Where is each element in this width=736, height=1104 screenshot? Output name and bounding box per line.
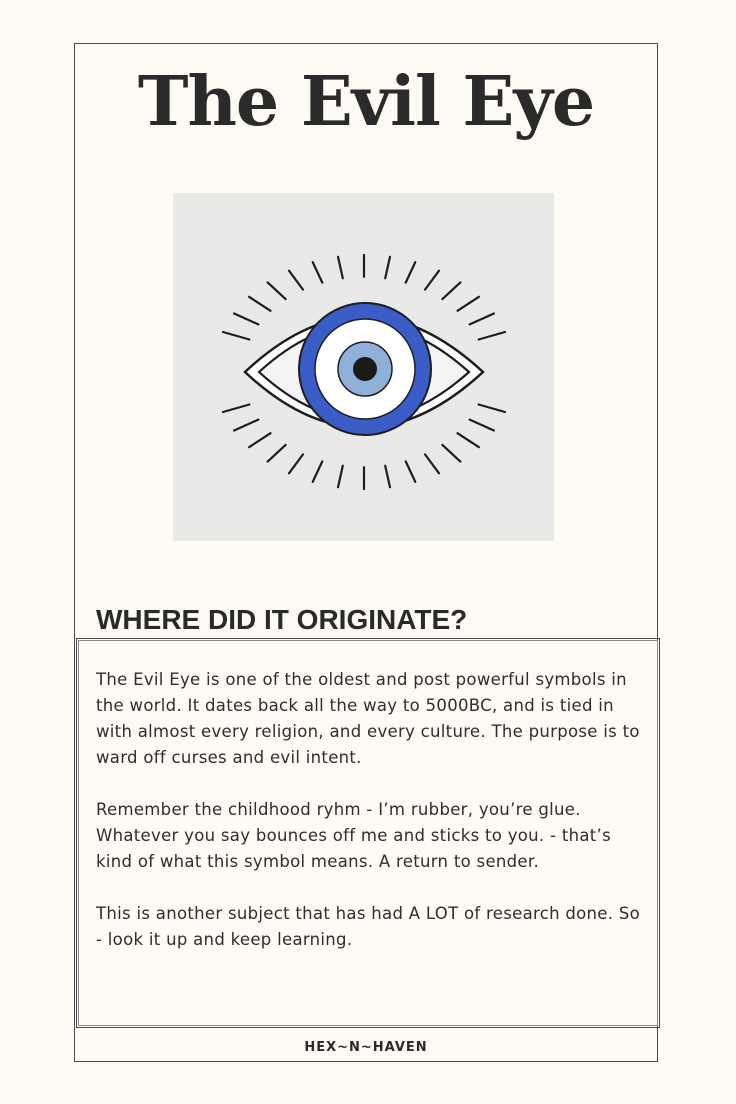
eyelash [479, 332, 505, 340]
eyelash [385, 257, 390, 279]
evil-eye-image [173, 193, 554, 541]
paragraph-origin: The Evil Eye is one of the oldest and post powerful symbols in the world. It dates back all the way to 5000BC, and is tied in with almost every religion, and every culture. The purpose is to ward off curses and evil intent. [96, 670, 640, 767]
eyelash [234, 314, 258, 325]
page-title: The Evil Eye [137, 62, 595, 142]
eyelash [442, 445, 460, 462]
eyelash [338, 466, 343, 488]
eyelash [313, 262, 323, 283]
eyelash [338, 257, 343, 279]
eyelash [268, 282, 286, 299]
eyelash [289, 271, 303, 290]
paragraph-research: This is another subject that has had A LOT of research done. So - look it up and keep learning. [96, 904, 641, 949]
eyelash [425, 454, 439, 473]
eyelash [425, 271, 439, 290]
evil-eye-icon [173, 193, 554, 541]
eyelash [289, 454, 303, 473]
paragraph-meaning: Remember the childhood ryhm - I’m rubber, you’re glue. Whatever you say bounces off me and sticks to you. - that’s kind of what this symbol means. A return to sender. [96, 800, 611, 871]
eyelash [458, 297, 479, 311]
eyelash [249, 297, 270, 311]
eyelash [442, 282, 460, 299]
eyelash [268, 445, 286, 462]
eyelash [223, 332, 249, 340]
eyelash [385, 466, 390, 488]
eyelash [470, 420, 494, 431]
eyelash [458, 433, 479, 447]
section-heading: WHERE DID IT ORIGINATE? [96, 604, 468, 635]
eyelash [479, 405, 505, 413]
eyelash [313, 461, 323, 482]
eyelash [249, 433, 270, 447]
eyelash [470, 314, 494, 325]
eyelash [223, 405, 249, 413]
eyelash [234, 420, 258, 431]
body-text [96, 667, 644, 979]
eyelash [406, 461, 416, 482]
eyelash [406, 262, 416, 283]
footer-brand: HEX~N~HAVEN [304, 1040, 428, 1055]
